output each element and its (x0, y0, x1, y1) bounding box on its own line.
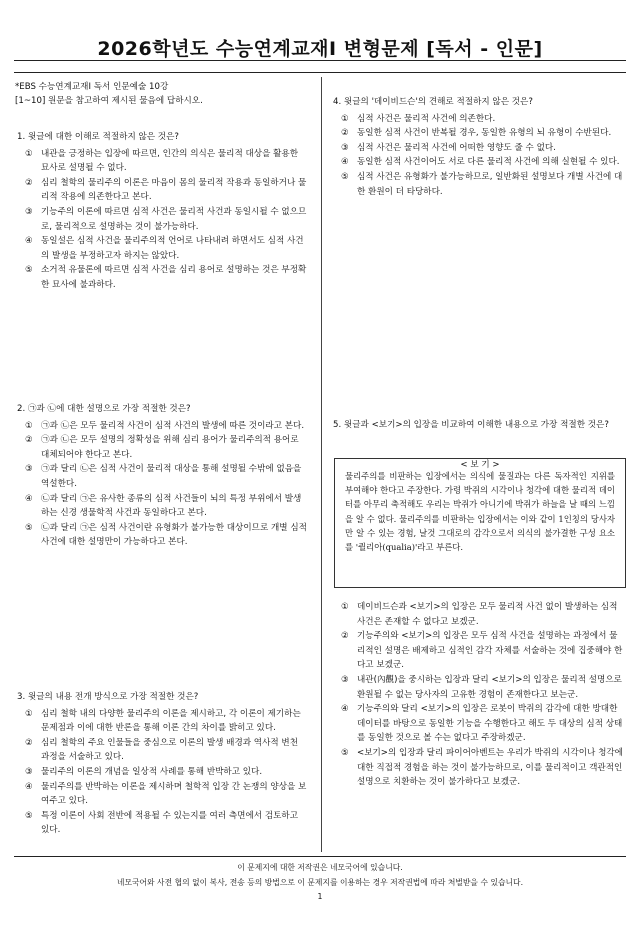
question-2 (17, 402, 309, 550)
column-divider (321, 77, 322, 852)
option-3[interactable]: ③ ㉠과 달리 ㉡은 심적 사건이 물리적 대상을 통해 설명될 수밖에 없음을 역설한다. (25, 464, 302, 489)
bogi-title: < 보 기 > (454, 460, 505, 470)
question-stem: 2. ㉠과 ㉡에 대한 설명으로 가장 적절한 것은? (17, 404, 191, 414)
question-5-options (341, 600, 625, 790)
option-2[interactable]: ② 기능주의와 <보기>의 입장은 모두 심적 사건을 설명하는 과정에서 물리적인 설명은 배제하고 심적인 감각 자체를 서술하는 것에 집중해야 한다고 보겠군. (341, 631, 623, 671)
option-5[interactable]: ⑤ 심적 사건은 유형화가 불가능하므로, 일반화된 설명보다 개별 사건에 대한 환원이 더 타당하다. (341, 171, 623, 197)
option-1[interactable]: ① 데이비드슨과 <보기>의 입장은 모두 물리적 사건 없이 발생하는 심적 사건은 존재할 수 없다고 보겠군. (341, 602, 618, 627)
page-title: 2026학년도 수능연계교재Ⅰ 변형문제 [독서 - 인문] (97, 38, 543, 60)
copyright-notice: 이 문제지에 대한 저작권은 네모국어에 있습니다. (237, 863, 403, 872)
option-3[interactable]: ③ 기능주의 이론에 따르면 심적 사건은 물리적 사건과 동일시될 수 없으므로, 물리적으로 설명하는 것이 불가능하다. (25, 206, 307, 232)
option-4[interactable]: ④ 동일설은 심적 사건을 물리주의적 언어로 나타내려 하면서도 심적 사건의 발생을 부정하고자 하지는 않았다. (25, 236, 304, 261)
question-1 (17, 130, 309, 293)
option-4[interactable]: ④ 기능주의와 달리 <보기>의 입장은 로봇이 박쥐의 감각에 대한 방대한 데이터를 바탕으로 동일한 기능을 수행한다고 해도 두 대상의 심적 상태를 동일한 것으로 볼 수는 없다고 주장하겠군. (341, 704, 623, 744)
bogi-text: 물리주의를 비판하는 입장에서는 의식에 물질과는 다른 독자적인 지위를 부여해야 한다고 주장한다. 가령 박쥐의 시각이나 청각에 대한 물리적 데이터를 아무리 축적해도 우리는 박쥐가 아니기에 박쥐가 하늘을 날 때의 느낌을 알 수 없다. 물리주의를 비판하는 입장에서는 이와 같이 1인칭의 당사자만 알 수 있는 경험, 날것 그대로의 감각으로서 의식의 불가결한 구성 요소를 '퀄리아(qualia)'라고 부른다. (345, 471, 615, 553)
option-4[interactable]: ④ 물리주의를 반박하는 이론을 제시하며 철학적 입장 간 논쟁의 양상을 보여주고 있다. (25, 781, 307, 807)
option-1[interactable]: ① ㉠과 ㉡은 모두 물리적 사건이 심적 사건의 발생에 따른 것이라고 본다. (25, 420, 305, 431)
option-1[interactable]: ① 심리 철학 내의 다양한 물리주의 이론을 제시하고, 각 이론이 제기하는 문제점과 이에 대한 반론을 통해 이론 간의 차이를 밝히고 있다. (25, 708, 301, 734)
option-1[interactable]: ① 내관을 긍정하는 입장에 따르면, 인간의 의식은 물리적 대상을 활용한 묘사로 설명될 수 없다. (25, 148, 299, 174)
question-stem: 4. 윗글의 '데이비드슨'의 견해로 적절하지 않은 것은? (333, 97, 533, 107)
option-2[interactable]: ② 동일한 심적 사건이 반복될 경우, 동일한 유형의 뇌 유형이 수반된다. (341, 128, 612, 139)
option-2[interactable]: ② ㉠과 ㉡은 모두 설명의 정확성을 위해 심리 용어가 물리주의적 용어로 대체되어야 한다고 본다. (25, 435, 299, 460)
option-3[interactable]: ③ 물리주의 이론의 개념을 일상적 사례를 통해 반박하고 있다. (25, 766, 263, 777)
title-underline-second (14, 72, 626, 73)
option-2[interactable]: ② 심리 철학의 주요 인물들을 중심으로 이론의 발생 배경과 역사적 변천 과정을 서술하고 있다. (25, 737, 299, 763)
instruction-text: [1~10] 원문을 참고하여 제시된 물음에 답하시오. (15, 96, 203, 106)
question-4 (333, 95, 625, 199)
option-4[interactable]: ④ 동일한 심적 사건이어도 서로 다른 물리적 사건에 의해 실현될 수 있다. (341, 157, 620, 168)
option-5[interactable]: ⑤ 소거적 유물론에 따르면 심적 사건을 심리 용어로 설명하는 것은 부정확한 묘사에 불과하다. (25, 265, 307, 290)
option-5[interactable]: ⑤ ㉡과 달리 ㉠은 심적 사건이란 유형화가 불가능한 대상이므로 개별 심적 사건에 대한 설명만이 가능하다고 본다. (25, 522, 307, 548)
option-5[interactable]: ⑤ 특정 이론이 사회 전반에 적용될 수 있는지를 여러 측면에서 검토하고 있다. (25, 810, 299, 836)
option-4[interactable]: ④ ㉡과 달리 ㉠은 유사한 종류의 심적 사건들이 뇌의 특정 부위에서 발생하는 신경 생물학적 사건과 동일하다고 본다. (25, 493, 302, 519)
question-stem: 3. 윗글의 내용 전개 방식으로 가장 적절한 것은? (17, 692, 199, 702)
option-1[interactable]: ① 심적 사건은 물리적 사건에 의존한다. (341, 113, 496, 124)
question-3 (17, 690, 309, 838)
option-5[interactable]: ⑤ <보기>의 입장과 달리 파이어아벤트는 우리가 박쥐의 시각이나 청각에 대한 직접적 경험을 하는 것이 불가능하므로, 이를 물리적이고 객관적인 설명으로 치환하는 것이 불가하다고 보겠군. (341, 747, 623, 788)
question-stem: 5. 윗글과 <보기>의 입장을 비교하여 이해한 내용으로 가장 적절한 것은? (333, 420, 609, 430)
source-label: *EBS 수능연계교재Ⅰ 독서 인문예술 10강 (15, 82, 169, 92)
question-stem: 1. 윗글에 대한 이해로 적절하지 않은 것은? (17, 132, 179, 142)
option-3[interactable]: ③ 내관(內觀)을 중시하는 입장과 달리 <보기>의 입장은 물리적 설명으로 환원될 수 없는 당사자의 고유한 경험이 존재한다고 보는군. (341, 674, 622, 700)
question-5 (333, 418, 625, 435)
page-number: 1 (317, 892, 323, 901)
copyright-warning: 네모국어와 사전 협의 없이 복사, 전송 등의 방법으로 이 문제지를 이용하는 경우 저작권법에 따라 처벌받을 수 있습니다. (116, 878, 524, 887)
title-underline (14, 60, 626, 61)
option-3[interactable]: ③ 심적 사건은 물리적 사건에 어떠한 영향도 줄 수 없다. (341, 142, 556, 153)
option-2[interactable]: ② 심리 철학의 물리주의 이론은 마음이 몸의 물리적 작용과 동일하거나 물리적 작용에 의존한다고 본다. (25, 177, 307, 203)
footer-rule (14, 856, 626, 857)
bogi-box (334, 458, 626, 588)
